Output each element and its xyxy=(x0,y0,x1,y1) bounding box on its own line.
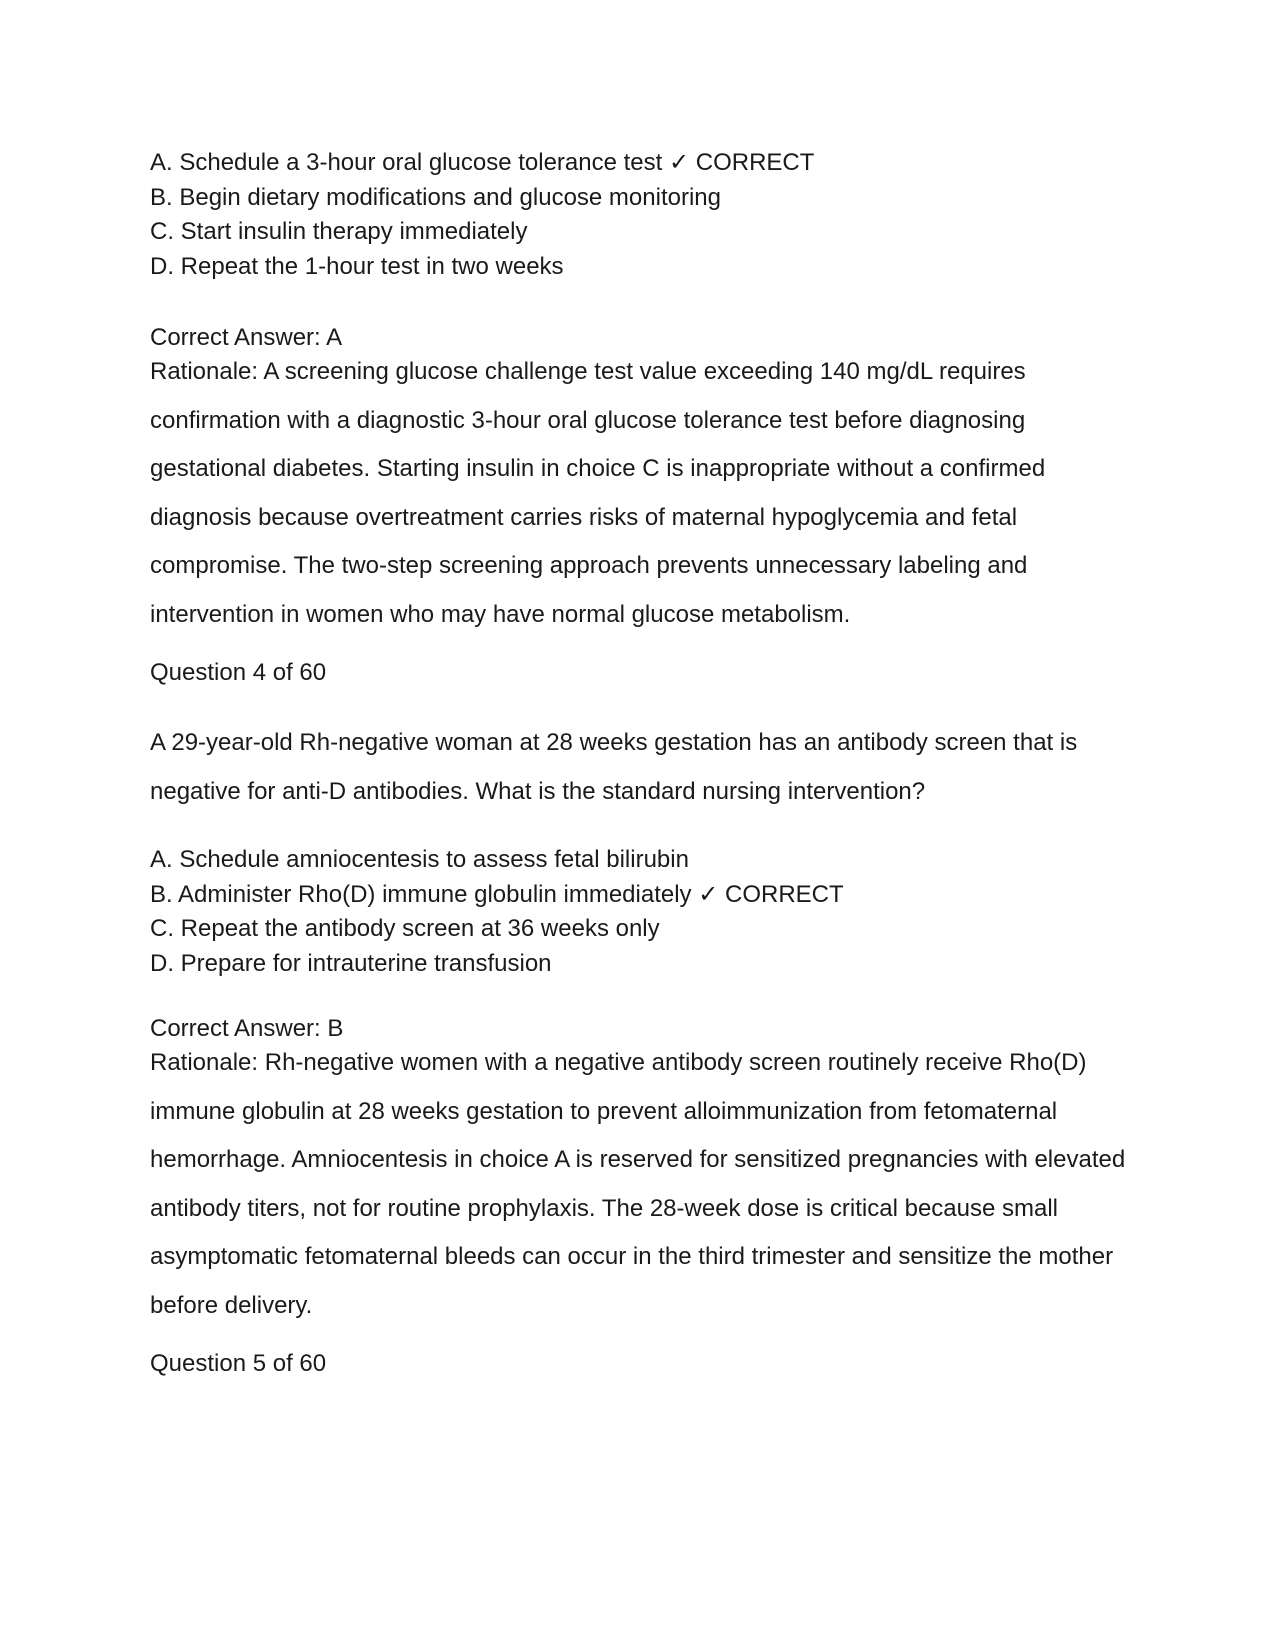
q4-option-c: C. Repeat the antibody screen at 36 weeks only xyxy=(150,915,660,942)
q5-heading-block xyxy=(150,1347,1130,1381)
q3-option-c: C. Start insulin therapy immediately xyxy=(150,218,528,245)
q3-option-a: A. Schedule a 3-hour oral glucose tolerance test ✓ CORRECT xyxy=(150,149,815,176)
q3-options xyxy=(150,146,1130,284)
q5-heading: Question 5 of 60 xyxy=(150,1350,327,1377)
q3-correct-answer: Correct Answer: A xyxy=(150,324,343,351)
q4-question-block xyxy=(150,719,1130,816)
q3-option-b: B. Begin dietary modifications and glucose monitoring xyxy=(150,183,721,211)
q4-correct-answer: Correct Answer: B xyxy=(150,1015,344,1042)
q4-heading: Question 4 of 60 xyxy=(150,659,327,686)
q3-rationale: Rationale: A screening glucose challenge test value exceeding 140 mg/dL requires confirmation with a diagnostic 3-hour oral glucose tolerance test before diagnosing gestational diabetes. Starting insulin in choice C is inappropriate without a confirmed diagnosis because overtreatment carries risks of maternal hypoglycemia and fetal compromise. The two-step screening approach prevents unnecessary labeling and intervention in women who may have normal glucose metabolism. xyxy=(150,358,1046,628)
q3-answer-block xyxy=(150,321,1130,639)
q4-option-a: A. Schedule amniocentesis to assess fetal bilirubin xyxy=(150,846,689,873)
q4-option-d: D. Prepare for intrauterine transfusion xyxy=(150,949,552,977)
q4-rationale: Rationale: Rh-negative women with a negative antibody screen routinely receive Rho(D) immune globulin at 28 weeks gestation to prevent alloimmunization from fetomaternal hemorrhage. Amniocentesis in choice A is reserved for sensitized pregnancies with elevated antibody titers, not for routine prophylaxis. The 28-week dose is critical because small asymptomatic fetomaternal bleeds can occur in the third trimester and sensitize the mother before delivery. xyxy=(150,1049,1126,1319)
q4-question-text: A 29-year-old Rh-negative woman at 28 weeks gestation has an antibody screen that is negative for anti-D antibodies. What is the standard nursing intervention? xyxy=(150,729,1078,805)
q4-answer-block xyxy=(150,1012,1130,1330)
q3-option-d: D. Repeat the 1-hour test in two weeks xyxy=(150,252,564,280)
q4-heading-block xyxy=(150,656,1130,690)
q4-options xyxy=(150,843,1130,981)
q4-option-b: B. Administer Rho(D) immune globulin immediately ✓ CORRECT xyxy=(150,880,844,908)
